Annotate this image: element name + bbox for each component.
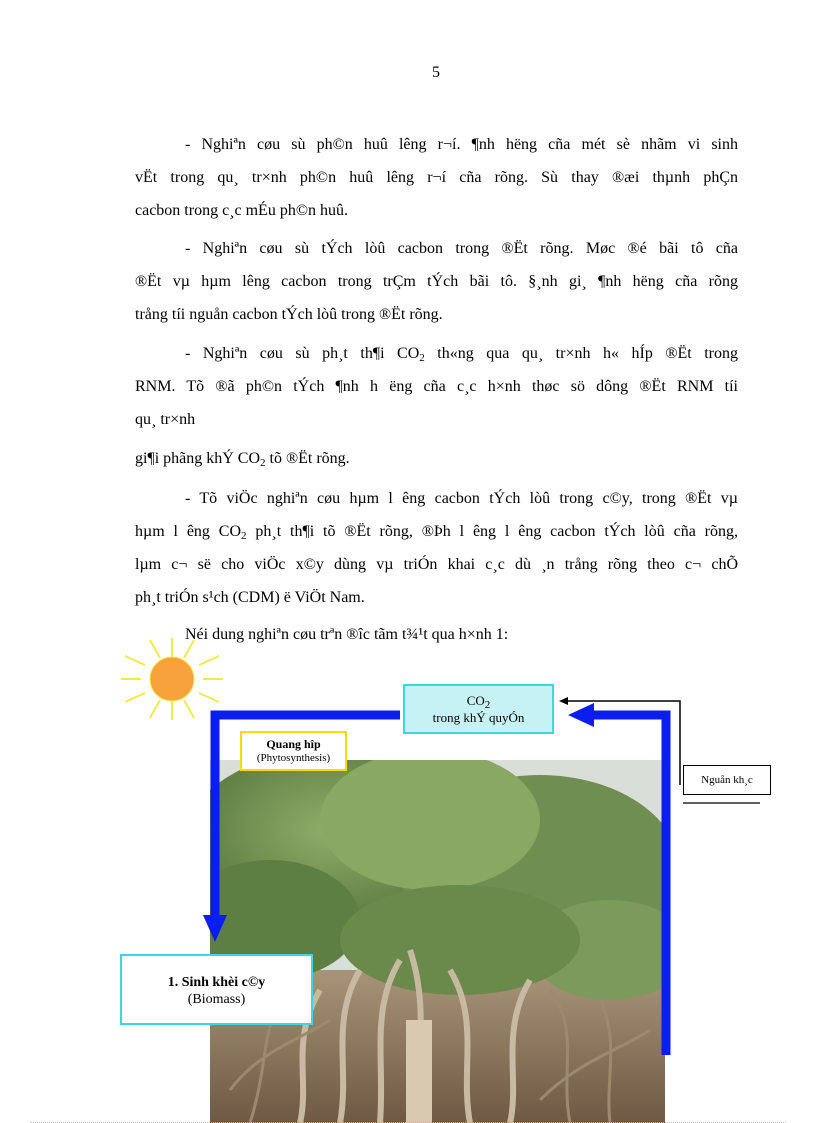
text-line: qu¸ tr×nh	[135, 411, 196, 428]
text-line: hµm l êng $CO_2$ ph¸t th¶i tõ ®Ët rõng, ®Þh l êng l êng cacbon tÝch lòû cña rõng,	[135, 523, 738, 542]
sun-icon	[121, 638, 223, 720]
co2-atmosphere-box	[403, 684, 554, 734]
text-line: - Nghiªn cøu sù tÝch lòû cacbon trong ®Ët rõng. Møc ®é bãi tô cña	[185, 240, 738, 257]
arrow-left-icon	[568, 703, 594, 727]
text-line: ®Ët vµ hµm lêng cacbon trong trÇm tÝch bãi tô. §¸nh gi¸ ¶nh hëng cña rõng	[135, 273, 738, 290]
biomass-subtitle: (Biomass)	[187, 992, 246, 1007]
text-line: RNM. Tõ ®ã ph©n tÝch ¶nh h ëng cña c¸c h×nh thøc sö dông ®Ët RNM tíi	[135, 378, 738, 395]
text-line: - Nghiªn cøu sù ph¸t th¶i $CO_2$ th«ng qua qu¸ tr×nh h« hÍp ®Ët trong	[185, 345, 738, 364]
arrow-left-icon	[559, 697, 568, 705]
text-line: lµm c¬ së cho viÖc x©y dùng vµ triÓn khai c¸c dù ¸n trång rõng theo c¬ chÕ	[135, 556, 738, 573]
arrow-down-icon	[203, 915, 227, 942]
co2-label: $CO_2$	[466, 693, 491, 711]
biomass-box	[120, 954, 313, 1025]
co2-caption: trong khÝ quyÓn	[432, 710, 525, 725]
text-line: trång tíi nguån cacbon tÝch lòû trong ®Ët rõng.	[135, 306, 443, 323]
text-line: - Nghiªn cøu sù ph©n huû lêng r¬í. ¶nh hëng cña mét sè nhãm vi sinh	[185, 136, 738, 153]
text-line: gi¶i phãng khÝ $CO_2$ tõ ®Ët rõng.	[135, 450, 350, 469]
text-line: vËt trong qu¸ tr×nh ph©n huû lêng r¬í cña rõng. Sù thay ®æi thµnh phÇn	[135, 169, 738, 186]
biomass-title: 1. Sinh khèi c©y	[167, 975, 266, 990]
other-source-box	[683, 765, 771, 795]
text-line: Néi dung nghiªn cøu trªn ®îc tãm t¾¹t qua h×nh 1:	[185, 626, 509, 643]
other-source-label: Nguån kh¸c	[701, 774, 753, 786]
photosynthesis-title: Quang hîp	[266, 737, 321, 751]
photosynthesis-subtitle: (Phytosynthesis)	[256, 752, 331, 764]
text-line: ph¸t triÓn s¹ch (CDM) ë ViÖt Nam.	[135, 589, 365, 606]
photosynthesis-box	[240, 731, 347, 771]
text-line: cacbon trong c¸c mÉu ph©n huû.	[135, 202, 348, 219]
page-number: 5	[432, 64, 440, 81]
text-line: - Tõ viÖc nghiªn cøu hµm l êng cacbon tÝch lòû trong c©y, trong ®Ët vµ	[185, 490, 738, 507]
